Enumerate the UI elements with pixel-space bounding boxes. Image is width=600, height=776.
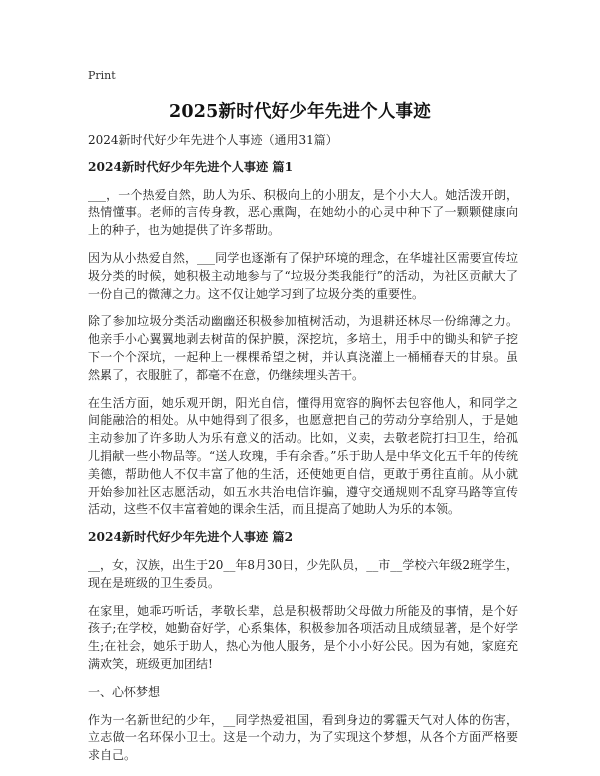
document-subtitle: 2024新时代好少年先进个人事迹（通用31篇）: [88, 133, 338, 147]
subsection-heading: 一、心怀梦想: [88, 684, 161, 699]
print-link[interactable]: Print: [88, 69, 116, 82]
paragraph: 因为从小热爱自然，___同学也逐渐有了保护环境的理念，在华墟社区需要宣传垃圾分类的时候，她积极主动地参与了“垃圾分类我能行”的活动，为社区贡献大了一份自己的微薄之力。这不仅让她学习到了垃圾分类的重要性。: [88, 250, 518, 301]
document-body: [88, 132, 518, 775]
paragraph: 在家里，她乖巧听话，孝敬长辈，总是积极帮助父母做力所能及的事情，是个好孩子;在学校，她勤奋好学，心系集体，积极参加各项活动且成绩显著，是个好学生;在社会，她乐于助人，热心为他人服务，是个小小好公民。因为有她，家庭充满欢笑，班级更加团结!: [88, 603, 518, 671]
section-2: [88, 529, 518, 765]
paragraph: 除了参加垃圾分类活动幽幽还积极参加植树活动，为退耕还林尽一份绵薄之力。他亲手小心翼翼地剥去树苗的保护膜，深挖坑，多培土，用手中的锄头和铲子挖下一个个深坑，一起种上一棵棵希望之树，并认真浇灌上一桶桶春天的甘泉。虽然累了，衣服脏了，都毫不在意，仍继续埋头苦干。: [88, 314, 518, 382]
section-heading: 2024新时代好少年先进个人事迹 篇2: [88, 530, 294, 545]
section-1: [88, 159, 518, 519]
paragraph: __，女，汉族，出生于20__年8月30日，少先队员，__市__学校六年级2班学生，现在是班级的卫生委员。: [88, 557, 518, 590]
paragraph: 在生活方面，她乐观开朗，阳光自信，懂得用宽容的胸怀去包容他人，和同学之间能融洽的相处。从中她得到了很多，也愿意把自己的劳动分享给别人，于是她主动参加了许多助人为乐有意义的活动。比如，义卖，去敬老院打扫卫生，给孤儿捐献一些小物品等。“送人玫瑰，手有余香。”乐于助人是中华文化五千年的传统美德，帮助他人不仅丰富了他的生活，还使她更自信，更敢于勇往直前。从小就开始参加社区志愿活动，如五水共治电信诈骗，遵守交通规则不乱穿马路等宣传活动，这些不仅丰富着她的课余生活，而且提高了她助人为乐的本领。: [88, 395, 518, 517]
paragraph: ___，一个热爱自然，助人为乐、积极向上的小朋友，是个小大人。她活泼开朗，热情懂事。老师的言传身教，恶心熏陶，在她幼小的心灵中种下了一颗颗健康向上的种子，也为她提供了许多帮助。: [88, 187, 518, 238]
page-title: 2025新时代好少年先进个人事迹: [169, 102, 431, 122]
paragraph: 作为一名新世纪的少年，__同学热爱祖国，看到身边的雾霾天气对人体的伤害，立志做一名环保小卫士。这是一个动力，为了实现这个梦想，从各个方面严格要求自己。: [88, 712, 518, 763]
section-heading: 2024新时代好少年先进个人事迹 篇1: [88, 159, 294, 174]
